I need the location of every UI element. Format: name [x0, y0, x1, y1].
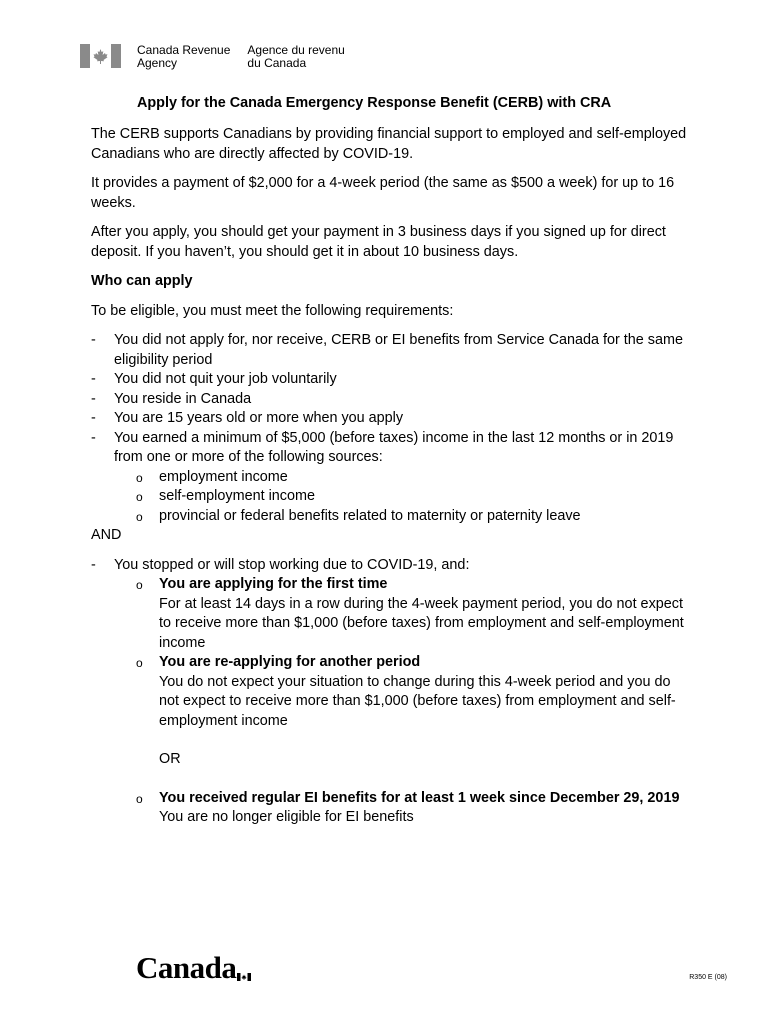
- list-item: - You did not apply for, nor receive, CERB or EI benefits from Service Canada for the same eligibility period: [91, 331, 691, 370]
- list-item: o employment income: [136, 468, 288, 485]
- situation-reapplying: o You are re-applying for another period You do not expect your situation to change during this 4-week period and you do not expect to receive more than $1,000 (before taxes) from employment and self-employment income: [136, 654, 676, 729]
- list-item: - You earned a minimum of $5,000 (before taxes) income in the last 12 months or in 2019 from one or more of the following sources:: [91, 429, 691, 468]
- agency-name-en: Canada Revenue Agency: [137, 43, 231, 70]
- covid-requirement-list: [91, 556, 691, 576]
- wordmark-flag-icon: [237, 953, 251, 989]
- or-label: OR: [159, 751, 181, 767]
- situations-list-ei: [91, 789, 691, 828]
- canada-flag-icon: [80, 44, 121, 68]
- canada-wordmark: Canada: [136, 950, 251, 989]
- situation-first-time: o You are applying for the first time For at least 14 days in a row during the 4-week payment period, you do not expect to receive more than $1,000 (before taxes) from employment and self-employment income: [136, 576, 684, 651]
- list-item: - You reside in Canada: [91, 390, 691, 410]
- and-label: AND: [91, 527, 122, 543]
- list-item: o self-employment income: [136, 488, 315, 504]
- page-title: Apply for the Canada Emergency Response Benefit (CERB) with CRA: [137, 95, 612, 111]
- list-item: o provincial or federal benefits related to maternity or paternity leave: [136, 507, 581, 524]
- agency-header: [80, 44, 345, 70]
- income-sources-list: [91, 468, 691, 527]
- situation-ei-benefits: o You received regular EI benefits for at least 1 week since December 29, 2019 You are no longer eligible for EI benefits: [136, 789, 680, 825]
- eligibility-intro: To be eligible, you must meet the following requirements:: [91, 302, 454, 319]
- agency-name-fr: Agence du revenu du Canada: [247, 43, 345, 70]
- situations-list: [91, 575, 691, 731]
- who-can-apply-heading: Who can apply: [91, 273, 193, 289]
- intro-paragraph: After you apply, you should get your payment in 3 business days if you signed up for direct deposit. If you haven’t, you should get it in about 10 business days.: [91, 224, 666, 260]
- intro-paragraph: The CERB supports Canadians by providing financial support to employed and self-employed Canadians who are directly affected by COVID-19.: [91, 126, 687, 162]
- list-item: - You are 15 years old or more when you apply: [91, 409, 691, 429]
- form-number: R350 E (08): [689, 974, 727, 981]
- list-item: - You did not quit your job voluntarily: [91, 370, 691, 390]
- intro-paragraph: It provides a payment of $2,000 for a 4-week period (the same as $500 a week) for up to 16 weeks.: [91, 175, 675, 211]
- document-body: [91, 125, 691, 828]
- requirements-list: [91, 331, 691, 468]
- list-item: - You stopped or will stop working due to COVID-19, and:: [91, 556, 691, 576]
